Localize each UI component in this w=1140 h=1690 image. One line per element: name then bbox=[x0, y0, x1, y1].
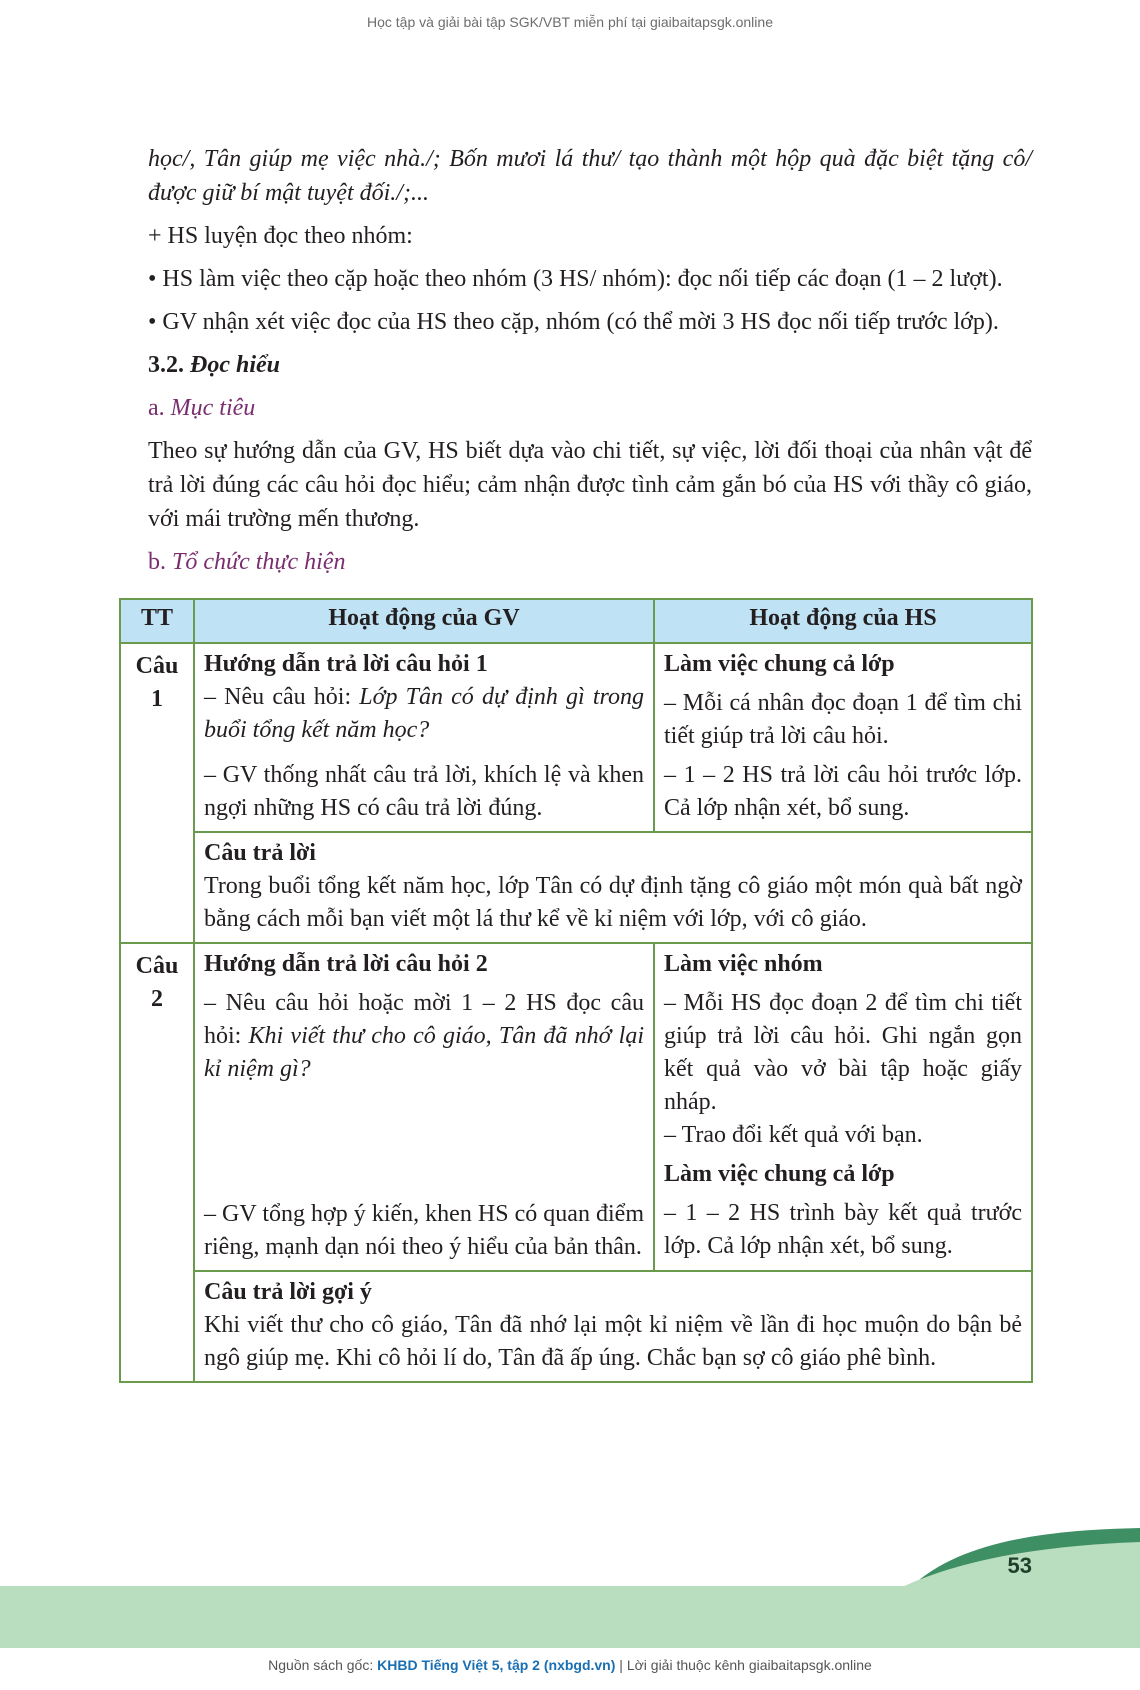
hs-mode-title: Làm việc chung cả lớp bbox=[664, 651, 895, 677]
subheading-title: Tổ chức thực hiện bbox=[172, 549, 346, 575]
hs-task: – 1 – 2 HS trình bày kết quả trước lớp. Cả lớp nhận xét, bổ sung. bbox=[664, 1200, 1022, 1259]
activity-table bbox=[119, 598, 1033, 1383]
gv-summary: – GV thống nhất câu trả lời, khích lệ và khen ngợi những HS có câu trả lời đúng. bbox=[204, 762, 644, 821]
gv-ask bbox=[204, 987, 644, 1086]
subheading-organization bbox=[148, 545, 1032, 579]
hs-activity-cell bbox=[654, 643, 1032, 832]
hs-task: – 1 – 2 HS trả lời câu hỏi trước lớp. Cả lớp nhận xét, bổ sung. bbox=[664, 762, 1022, 821]
section-title: Đọc hiểu bbox=[190, 352, 280, 378]
hs-mode-title: Làm việc chung cả lớp bbox=[664, 1161, 895, 1187]
gv-guide-title: Hướng dẫn trả lời câu hỏi 2 bbox=[204, 951, 488, 977]
header-hs: Hoạt động của HS bbox=[654, 599, 1032, 643]
answer-text: Trong buổi tổng kết năm học, lớp Tân có dự định tặng cô giáo một món quà bất ngờ bằng cách mỗi bạn viết một lá thư kể về kỉ niệm với lớp, với cô giáo. bbox=[204, 873, 1022, 932]
hs-task: – Mỗi HS đọc đoạn 2 để tìm chi tiết giúp trả lời câu hỏi. Ghi ngắn gọn kết quả vào vở bài tập hoặc giấy nháp. bbox=[664, 990, 1022, 1115]
answer-title: Câu trả lời bbox=[204, 840, 316, 866]
hs-task: – Trao đổi kết quả với bạn. bbox=[664, 1122, 923, 1148]
answer-cell bbox=[194, 832, 1032, 943]
gv-guide-title: Hướng dẫn trả lời câu hỏi 1 bbox=[204, 651, 488, 677]
question-label: Câu bbox=[135, 653, 179, 679]
table-header-row bbox=[120, 599, 1032, 643]
table-row bbox=[120, 943, 1032, 1271]
gv-ask bbox=[204, 681, 644, 747]
answer-title: Câu trả lời gợi ý bbox=[204, 1279, 372, 1305]
gv-ask-prefix: – Nêu câu hỏi hoặc mời 1 – 2 HS đọc câu hỏi: bbox=[204, 990, 644, 1049]
question-number-cell bbox=[120, 943, 194, 1382]
header-gv: Hoạt động của GV bbox=[194, 599, 654, 643]
subheading-title: Mục tiêu bbox=[170, 395, 256, 421]
page-number: 53 bbox=[1007, 1553, 1032, 1578]
footer-prefix: Nguồn sách gốc: bbox=[268, 1657, 378, 1673]
page-content bbox=[148, 142, 1032, 588]
table-row bbox=[120, 643, 1032, 832]
subheading-letter: b. bbox=[148, 549, 166, 575]
footer-suffix: | Lời giải thuộc kênh giaibaitapsgk.online bbox=[615, 1657, 872, 1673]
gv-activity-cell bbox=[194, 943, 654, 1271]
top-banner: Học tập và giải bài tập SGK/VBT miễn phí tại giaibaitapsgk.online bbox=[367, 14, 773, 30]
gv-ask-question: Lớp Tân có dự định gì trong buổi tổng kết năm học? bbox=[204, 684, 644, 743]
footer-source-link[interactable]: KHBD Tiếng Việt 5, tập 2 (nxbgd.vn) bbox=[377, 1657, 616, 1673]
subheading-objective bbox=[148, 391, 1032, 425]
gv-ask-prefix: – Nêu câu hỏi: bbox=[204, 684, 360, 710]
answer-cell bbox=[194, 1271, 1032, 1382]
table-row bbox=[120, 832, 1032, 943]
gv-summary: – GV tổng hợp ý kiến, khen HS có quan điểm riêng, mạnh dạn nói theo ý hiểu của bản thân. bbox=[204, 1201, 644, 1260]
gv-activity-cell bbox=[194, 643, 654, 832]
objective-text: Theo sự hướng dẫn của GV, HS biết dựa vào chi tiết, sự việc, lời đối thoại của nhân vật để trả lời đúng các câu hỏi đọc hiểu; cảm nhận được tình cảm gắn bó của HS với thầy cô giáo, với mái trường mến thương. bbox=[148, 438, 1032, 532]
answer-text: Khi viết thư cho cô giáo, Tân đã nhớ lại một kỉ niệm về lần đi học muộn do bận bẻ ngô giúp mẹ. Khi cô hỏi lí do, Tân đã ấp úng. Chắc bạn sợ cô giáo phê bình. bbox=[204, 1312, 1022, 1371]
footer bbox=[0, 1657, 1140, 1673]
question-label: Câu bbox=[135, 953, 179, 979]
group-reading-line: + HS luyện đọc theo nhóm: bbox=[148, 223, 413, 249]
bullet-item: • GV nhận xét việc đọc của HS theo cặp, nhóm (có thể mời 3 HS đọc nối tiếp trước lớp). bbox=[148, 305, 1032, 339]
table-row bbox=[120, 1271, 1032, 1382]
hs-activity-cell bbox=[654, 943, 1032, 1271]
gv-ask-question: Khi viết thư cho cô giáo, Tân đã nhớ lại kỉ niệm gì? bbox=[204, 1023, 644, 1082]
intro-italic-text: học/, Tân giúp mẹ việc nhà./; Bốn mươi lá thư/ tạo thành một hộp quà đặc biệt tặng cô/ được giữ bí mật tuyệt đối./;... bbox=[148, 146, 1032, 206]
bullet-item: • HS làm việc theo cặp hoặc theo nhóm (3 HS/ nhóm): đọc nối tiếp các đoạn (1 – 2 lượt). bbox=[148, 262, 1032, 296]
question-number-cell bbox=[120, 643, 194, 943]
bottom-color-band bbox=[0, 1586, 1140, 1648]
header-tt: TT bbox=[120, 599, 194, 643]
hs-mode-title: Làm việc nhóm bbox=[664, 951, 823, 977]
subheading-letter: a. bbox=[148, 395, 165, 421]
section-heading bbox=[148, 348, 1032, 382]
hs-task: – Mỗi cá nhân đọc đoạn 1 để tìm chi tiết giúp trả lời câu hỏi. bbox=[664, 690, 1022, 749]
question-index: 1 bbox=[151, 686, 163, 712]
question-index: 2 bbox=[151, 986, 163, 1012]
section-number: 3.2. bbox=[148, 352, 184, 378]
